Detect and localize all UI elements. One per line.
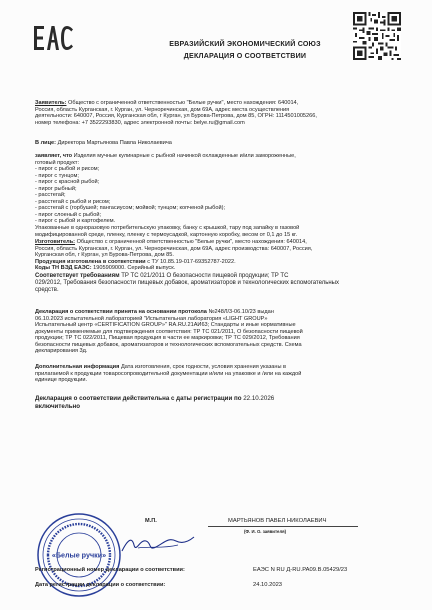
product-line: готовый продукт: [35, 159, 80, 166]
product-line: Изделия мучные кулинарные с рыбной начинкой охлажденные и/или замороженные, [73, 153, 296, 159]
manufacturer-block [35, 239, 398, 272]
product-line: - пирог с тунцом; [35, 172, 79, 179]
manufacturer-line: Россия, область Курганская, г. Курган, ул. Черноречинская, дом 69А, адрес производства: 640007, Россия, [35, 245, 313, 252]
basis-line: декларирования 3д. [35, 348, 88, 355]
basis-line: 06.10.2023 испытательной лабораторией "Испытательная лаборатория «LIGHT GROUP» [35, 315, 268, 322]
additional-line: прилагаемой к продукции товаросопроводительной документации и/или на упаковке и /или на каждой [35, 370, 302, 377]
product-line: - пирог рыбный; [35, 185, 77, 192]
validity-date: 22.10.2026 [243, 395, 275, 402]
produced-label: Продукция изготовлена в соответствии [35, 258, 146, 265]
product-line: - расстегай с рыбой и рисом; [35, 198, 111, 205]
additional-label: Дополнительная информация [35, 364, 120, 370]
signatory-name: МАРТЬЯНОВ ПАВЕЛ НИКОЛАЕВИЧ [228, 518, 327, 524]
requirements-line: 029/2012, Требования безопасности пищевых добавок, ароматизаторов и технологических вспомогательных [35, 280, 339, 286]
basis-line: продукции; ТР ТС 022/2011, Пищевая продукция в части ее маркировки; ТР ТС 029/2012, Требования [35, 335, 300, 342]
person-label: В лице: [35, 140, 56, 146]
handwritten-signature-icon [118, 533, 198, 557]
validity-suffix: включительно [35, 402, 81, 410]
document-title: ДЕКЛАРАЦИЯ О СООТВЕТСТВИИ [183, 52, 307, 60]
union-title: ЕВРАЗИЙСКИЙ ЭКОНОМИЧЕСКИЙ СОЮЗ [169, 40, 321, 48]
validity-block [35, 395, 398, 410]
product-block [35, 153, 398, 238]
product-line: - пирог с красной рыбой; [35, 179, 100, 186]
manufacturer-label: Изготовитель: [35, 239, 75, 245]
tnved-value: 1905909000. Серийный выпуск. [93, 265, 176, 272]
product-line: модифицированной среде, пленку, пленку с термоусадкой, картонную коробку, весом от 0,1 до 15 кг. [35, 231, 298, 238]
applicant-label: Заявитель: [35, 100, 67, 106]
validity-label: Декларация о соответствии действительна с даты регистрации по [35, 395, 242, 402]
additional-line: Дата изготовления, срок годности, условия хранения указаны в [120, 364, 287, 370]
eac-logo-icon [34, 24, 74, 54]
person-value: Директора Мартьянова Павла Николаевича [57, 140, 172, 146]
registration-date: 24.10.2023 [253, 582, 283, 588]
registration-date-label: Дата регистрации декларации о соответствии: [35, 582, 166, 588]
person-block [35, 140, 398, 147]
applicant-line: номер телефона: +7 3522293830, адрес электронной почты: belye.ru@gmail.com [35, 119, 245, 126]
declares-label: заявляет, что [35, 153, 73, 159]
additional-line: единице продукции. [35, 377, 88, 384]
signature-line [208, 526, 358, 527]
registration-number-label: Регистрационный номер декларации о соответствии: [35, 567, 185, 573]
product-line: - пирог с рыбой и картофелем. [35, 218, 116, 225]
basis-line: №248Л/3-06.10/23 выдан [208, 309, 274, 315]
produced-value: с ТУ 10.85.19-017-69352787-2022. [147, 258, 236, 265]
basis-label: Декларация о соответствии принята на основании протокола [35, 309, 207, 315]
manufacturer-line: Общество с ограниченной ответственностью "Белые ручки", место нахождения: 640014, [76, 239, 307, 245]
applicant-line: Россия, область Курганская, г. Курган, ул. Черноречинская, дом 69А, адрес места осуществления [35, 106, 290, 113]
tnved-label: Коды ТН ВЭД ЕАЭС: [35, 265, 92, 272]
applicant-line: деятельности: 640007, Россия, Курганская обл, г Курган, ул Бурова-Петрова, дом 85, ОГРН: 1114501005266, [35, 113, 317, 120]
product-line: - пирог слоеный с рыбой; [35, 211, 101, 218]
requirements-line: ТР ТС 021/2011 О безопасности пищевой продукции; ТР ТС [121, 273, 289, 279]
stamp-placeholder-label: М.П. [145, 518, 157, 524]
basis-line: документы применяемые для подтверждения соответствия: ТР ТС 021/2011, О безопасности пищевой [35, 328, 303, 335]
registration-number: ЕАЭС N RU Д-RU.РА09.В.05429/23 [253, 567, 348, 573]
product-line: - расстегай; [35, 192, 66, 199]
basis-block [35, 309, 398, 355]
applicant-line: Общество с ограниченной ответственностью "Белые ручки", место нахождения: 640014, [68, 100, 299, 106]
requirements-block [35, 273, 398, 294]
product-line: - расстегай с (горбушей; пангасиусом; мойвой; тунцом; копченой рыбой); [35, 205, 226, 212]
requirements-label: Соответствует требованиям [35, 273, 120, 279]
basis-line: безопасности пищевых добавок, ароматизаторов и технологических вспомогательных средств. Схема [35, 341, 302, 348]
manufacturer-line: Курганская обл, г Курган, ул Бурова-Петрова, дом 85. [35, 252, 174, 259]
additional-block [35, 364, 398, 384]
seal-company-text: «Белые ручки» [51, 550, 107, 560]
applicant-block [35, 100, 398, 126]
basis-line: Испытательный центр «CERTIFICATION GROUP»" RA.RU.21АИ63; Стандарты и иные нормативные [35, 322, 296, 329]
product-line: Упакованные в одноразовую потребительскую упаковку, банку с крышкой, тару под запайку в газовой [35, 225, 300, 232]
requirements-line: средств. [35, 287, 59, 293]
signatory-caption: (Ф. И. О. заявителя) [244, 529, 287, 534]
product-line: - пирог с рыбой и рисом; [35, 166, 100, 173]
